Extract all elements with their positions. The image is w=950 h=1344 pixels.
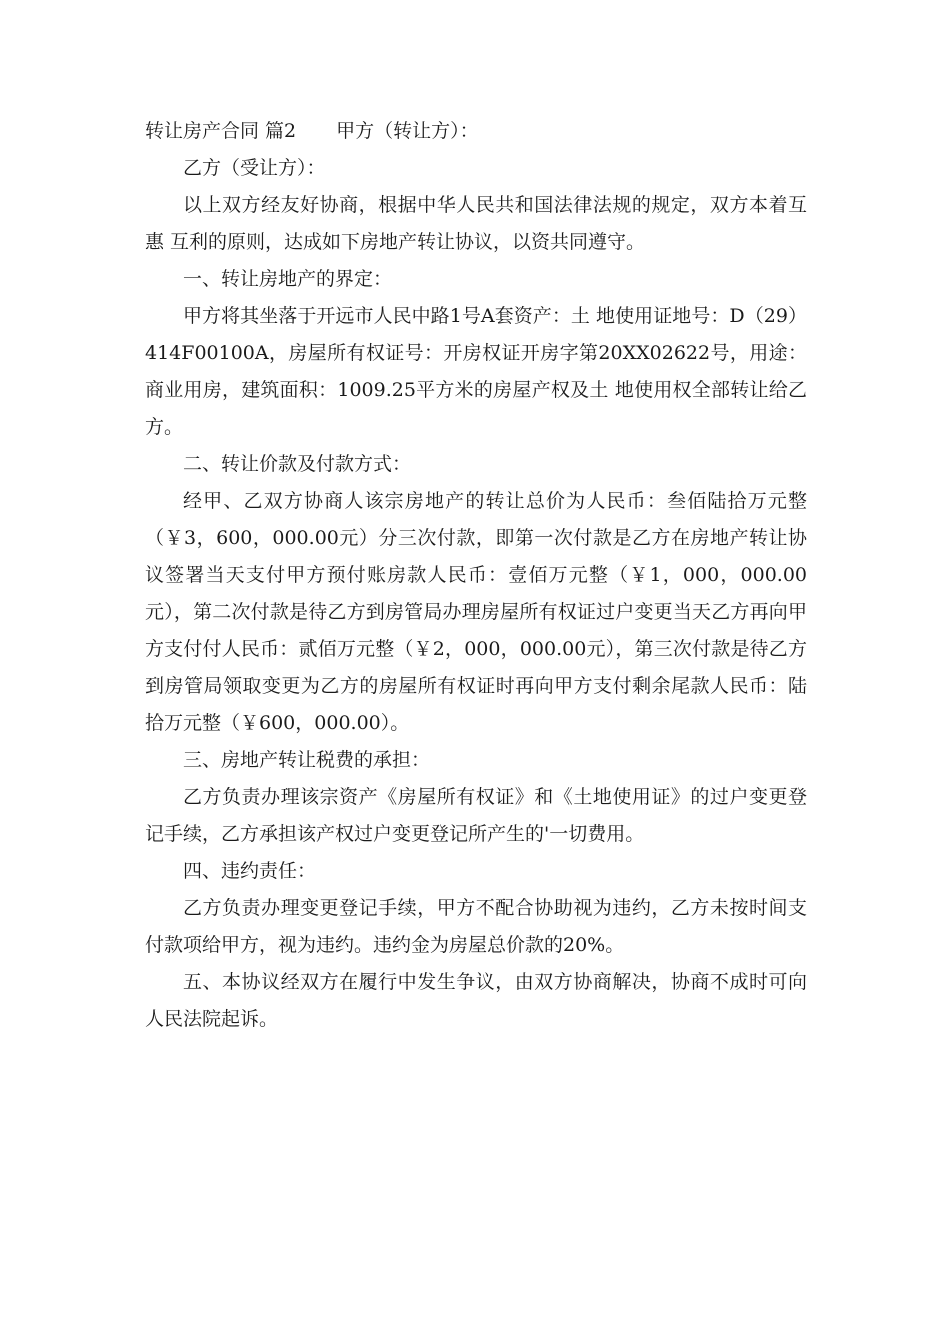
document-body [145, 113, 807, 1038]
intro-paragraph: 以上双方经友好协商，根据中华人民共和国法律法规的规定，双方本着互惠 互利的原则，达成如下房地产转让协议，以资共同遵守。 [145, 194, 807, 253]
section-heading-4: 四、违约责任： [183, 860, 317, 882]
section-body-3: 乙方负责办理该宗资产《房屋所有权证》和《土地使用证》的过户变更登记手续，乙方承担该产权过户变更登记所产生的'一切费用。 [145, 786, 807, 845]
section-heading-3: 三、房地产转让税费的承担： [183, 749, 431, 771]
section-body-2: 经甲、乙双方协商人该宗房地产的转让总价为人民币：叁佰陆拾万元整（￥3，600，000.00元）分三次付款，即第一次付款是乙方在房地产转让协议签署当天支付甲方预付账房款人民币：壹佰万元整（￥1，000，000.00元），第二次付款是待乙方到房管局办理房屋所有权证过户变更当天乙方再向甲方支付付人民币：贰佰万元整（￥2，000，000.00元），第三次付款是待乙方到房管局领取变更为乙方的房屋所有权证时再向甲方支付剩余尾款人民币：陆拾万元整（￥600，000.00）。 [145, 490, 807, 734]
section-heading-1: 一、转让房地产的界定： [183, 268, 393, 290]
section-heading-2: 二、转让价款及付款方式： [183, 453, 412, 475]
title-line [145, 113, 807, 150]
document-title: 转让房产合同 篇2 [145, 120, 297, 142]
section-body-1: 甲方将其坐落于开远市人民中路1号A套资产：土 地使用证地号：D（29）414F00100A，房屋所有权证号：开房权证开房字第20XX02622号，用途：商业用房，建筑面积：1009.25平方米的房屋产权及土 地使用权全部转让给乙方。 [145, 305, 807, 438]
party-a-label: 甲方（转让方）： [336, 120, 479, 142]
clause-five-paragraph: 五、本协议经双方在履行中发生争议，由双方协商解决，协商不成时可向人民法院起诉。 [145, 971, 807, 1030]
party-b-label: 乙方（受让方）： [183, 157, 326, 179]
section-body-4: 乙方负责办理变更登记手续，甲方不配合协助视为违约，乙方未按时间支付款项给甲方，视为违约。违约金为房屋总价款的20%。 [145, 897, 807, 956]
